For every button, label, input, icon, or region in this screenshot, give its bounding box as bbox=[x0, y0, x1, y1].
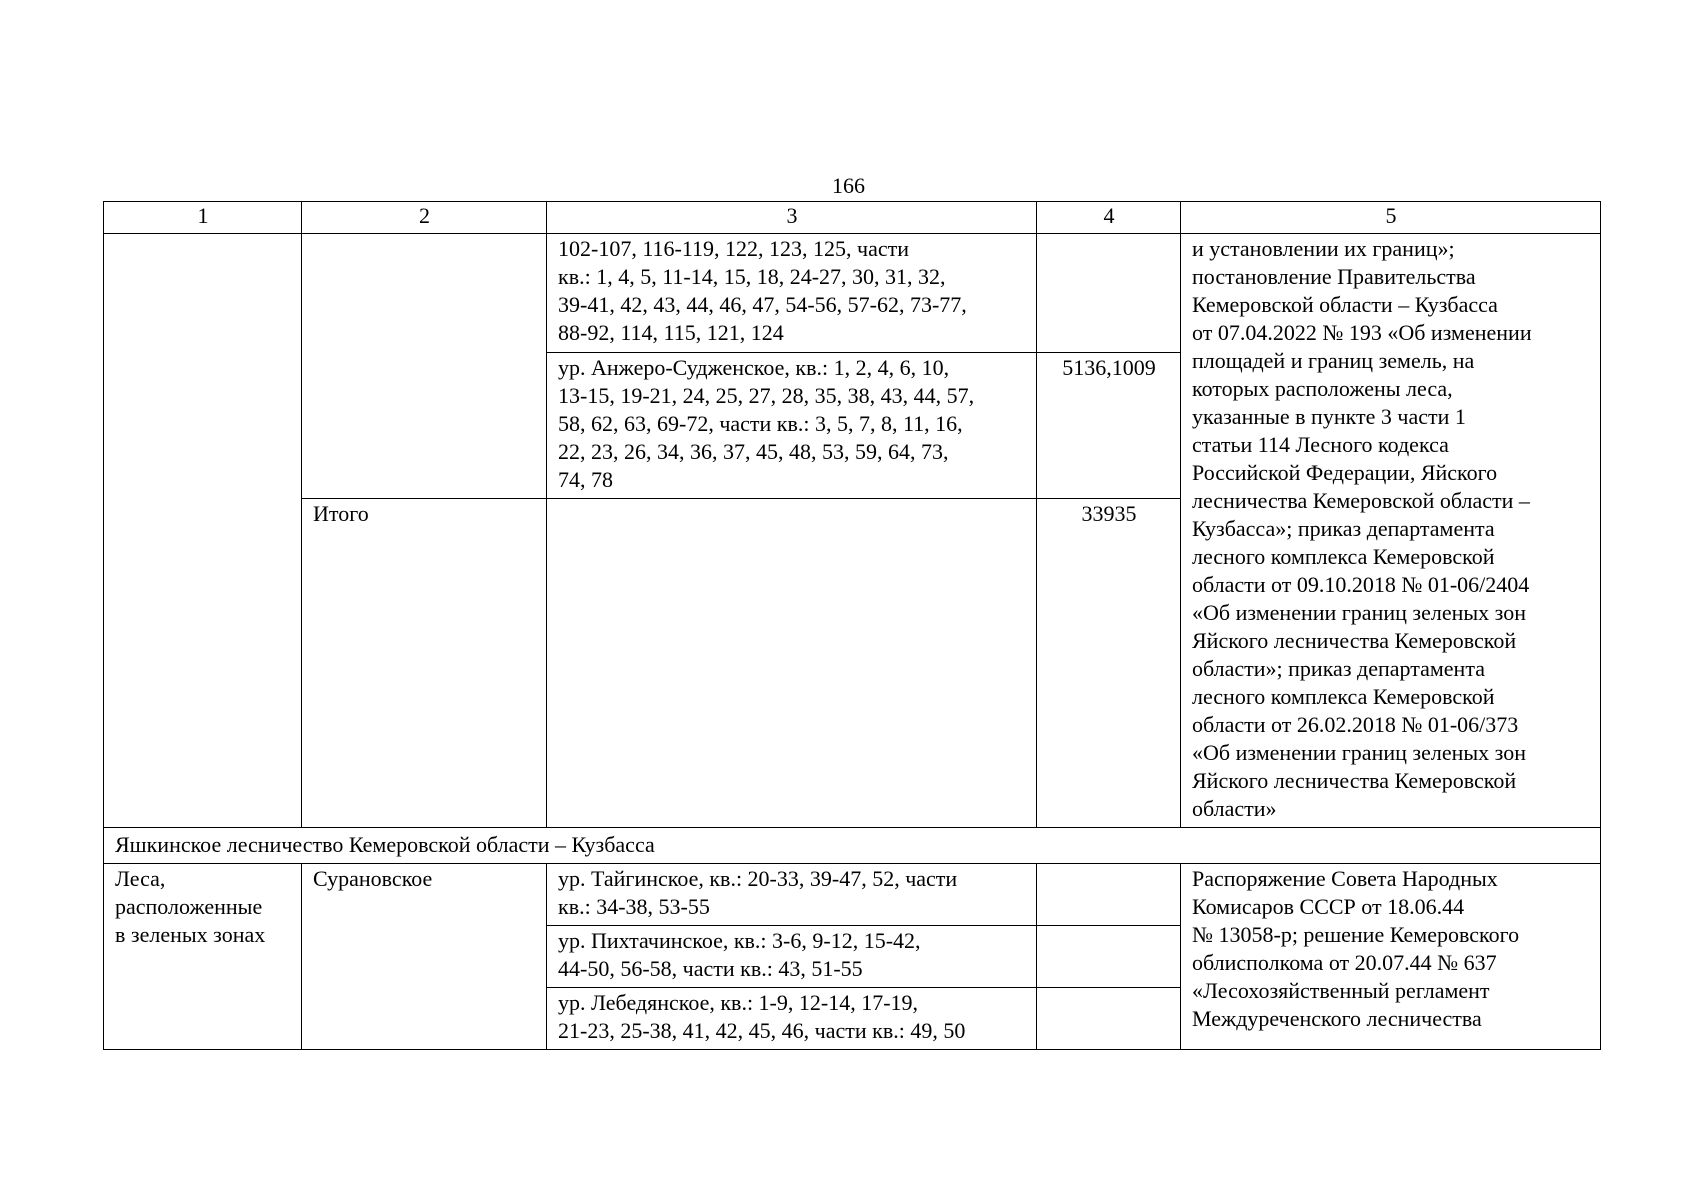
total-value: 33935 bbox=[1037, 499, 1181, 828]
text-line: 21-23, 25-38, 41, 42, 45, 46, части кв.: 49, 50 bbox=[558, 1018, 966, 1043]
text-line: 39-41, 42, 43, 44, 46, 47, 54-56, 57-62, 73-77, bbox=[558, 292, 967, 317]
text-line: области» bbox=[1192, 796, 1277, 821]
section-row bbox=[104, 828, 1601, 864]
header-col-3: 3 bbox=[547, 202, 1037, 234]
text-line: Кемеровской области – Кузбасса bbox=[1192, 292, 1498, 317]
text-line: Комисаров СССР от 18.06.44 bbox=[1192, 894, 1465, 919]
text-line: 58, 62, 63, 69-72, части кв.: 3, 5, 7, 8, 11, 16, bbox=[558, 410, 963, 436]
text-line: ур. Лебедянское, кв.: 1-9, 12-14, 17-19, bbox=[558, 990, 919, 1015]
text-line: статьи 114 Лесного кодекса bbox=[1192, 432, 1449, 457]
text-line: 44-50, 56-58, части кв.: 43, 51-55 bbox=[558, 956, 863, 981]
text-line: «Лесохозяйственный регламент bbox=[1192, 978, 1490, 1003]
section2-row2-col4 bbox=[1037, 926, 1181, 988]
text-line: 74, 78 bbox=[558, 466, 613, 492]
section2-row1-col3 bbox=[547, 864, 1037, 926]
text-line: Леса, bbox=[115, 866, 166, 891]
text-line: 13-15, 19-21, 24, 25, 27, 28, 35, 38, 43, 44, 57, bbox=[558, 382, 975, 408]
text-line: 88-92, 114, 115, 121, 124 bbox=[558, 320, 784, 345]
text-line: области от 26.02.2018 № 01-06/373 bbox=[1192, 712, 1519, 737]
text-line: области от 09.10.2018 № 01-06/2404 bbox=[1192, 572, 1530, 597]
text-line: и установлении их границ»; bbox=[1192, 236, 1455, 261]
section2-col2: Сурановское bbox=[302, 864, 547, 1050]
table-row bbox=[104, 234, 1601, 353]
text-line: лесного комплекса Кемеровской bbox=[1192, 684, 1495, 709]
section2-row3-col4 bbox=[1037, 988, 1181, 1050]
text-line: № 13058-р; решение Кемеровского bbox=[1192, 922, 1520, 947]
text-line: от 07.04.2022 № 193 «Об изменении bbox=[1192, 320, 1532, 345]
text-line: указанные в пункте 3 части 1 bbox=[1192, 404, 1466, 429]
section-title: Яшкинское лесничество Кемеровской области – Кузбасса bbox=[104, 828, 1601, 864]
row2-col4-area: 5136,1009 bbox=[1037, 352, 1181, 499]
section2-row2-col3 bbox=[547, 926, 1037, 988]
total-col3-empty bbox=[547, 499, 1037, 828]
header-row bbox=[104, 202, 1601, 234]
row1-col4-area bbox=[1037, 234, 1181, 353]
text-line: Междуреченского лесничества bbox=[1192, 1006, 1482, 1031]
text-line: кв.: 34-38, 53-55 bbox=[558, 894, 710, 919]
text-line: ур. Анжеро-Судженское, кв.: 1, 2, 4, 6, 10, bbox=[558, 354, 950, 380]
text-line: лесничества Кемеровской области – bbox=[1192, 488, 1530, 513]
text-line: лесного комплекса Кемеровской bbox=[1192, 544, 1495, 569]
row2-col3-quarters bbox=[547, 352, 1037, 499]
text-line: ур. Пихтачинское, кв.: 3-6, 9-12, 15-42, bbox=[558, 928, 921, 953]
text-line: «Об изменении границ зеленых зон bbox=[1192, 600, 1526, 625]
total-label: Итого bbox=[302, 499, 547, 828]
text-line: области»; приказ департамента bbox=[1192, 656, 1485, 681]
text-line: кв.: 1, 4, 5, 11-14, 15, 18, 24-27, 30, 31, 32, bbox=[558, 264, 946, 289]
text-line: Российской Федерации, Яйского bbox=[1192, 460, 1498, 485]
section2-row3-col3 bbox=[547, 988, 1037, 1050]
text-line: облисполкома от 20.07.44 № 637 bbox=[1192, 950, 1497, 975]
section2-row1-col4 bbox=[1037, 864, 1181, 926]
header-col-5: 5 bbox=[1181, 202, 1601, 234]
table-row bbox=[104, 864, 1601, 926]
text-line: которых расположены леса, bbox=[1192, 376, 1453, 401]
text-line: постановление Правительства bbox=[1192, 264, 1476, 289]
text-line: Распоряжение Совета Народных bbox=[1192, 866, 1498, 891]
header-col-2: 2 bbox=[302, 202, 547, 234]
text-line: Яйского лесничества Кемеровской bbox=[1192, 768, 1517, 793]
text-line: 102-107, 116-119, 122, 123, 125, части bbox=[558, 236, 910, 261]
text-line: 22, 23, 26, 34, 36, 37, 45, 48, 53, 59, 64, 73, bbox=[558, 438, 949, 464]
row1-col3-quarters bbox=[547, 234, 1037, 353]
row1-col1-empty bbox=[104, 234, 302, 828]
legal-basis-cell bbox=[1181, 234, 1601, 828]
text-line: в зеленых зонах bbox=[115, 922, 266, 947]
text-line: «Об изменении границ зеленых зон bbox=[1192, 740, 1526, 765]
page-number: 166 bbox=[832, 173, 865, 198]
section2-legal-basis bbox=[1181, 864, 1601, 1050]
forest-table bbox=[103, 201, 1601, 1050]
text-line: расположенные bbox=[115, 894, 263, 919]
text-line: площадей и границ земель, на bbox=[1192, 348, 1475, 373]
text-line: ур. Тайгинское, кв.: 20-33, 39-47, 52, части bbox=[558, 866, 958, 891]
header-col-1: 1 bbox=[104, 202, 302, 234]
row1-col2-empty bbox=[302, 234, 547, 499]
text-line: Кузбасса»; приказ департамента bbox=[1192, 516, 1495, 541]
header-col-4: 4 bbox=[1037, 202, 1181, 234]
section2-col1 bbox=[104, 864, 302, 1050]
text-line: Яйского лесничества Кемеровской bbox=[1192, 628, 1517, 653]
